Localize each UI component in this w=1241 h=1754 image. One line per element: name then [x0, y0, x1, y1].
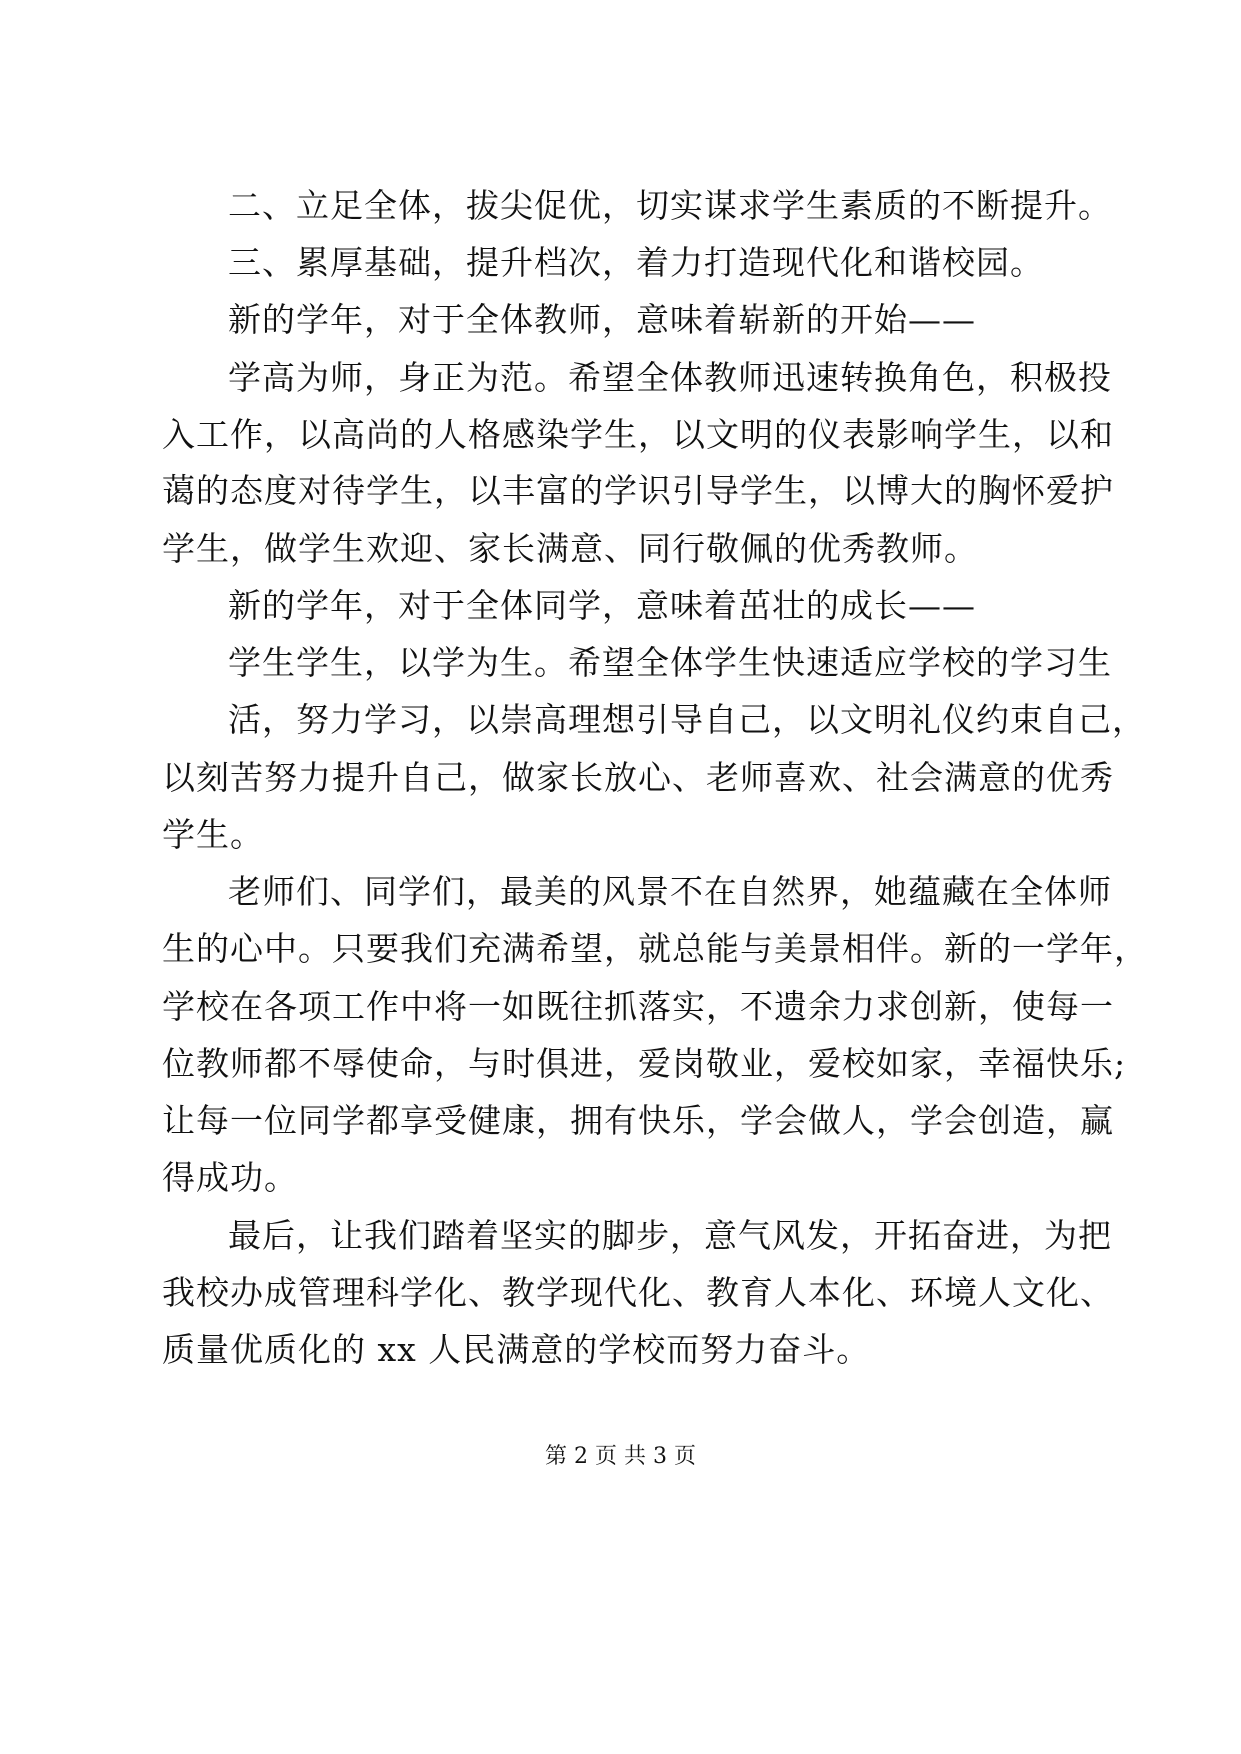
text-line: 学生，做学生欢迎、家长满意、同行敬佩的优秀教师。	[162, 529, 978, 568]
text-line: 位教师都不辱使命，与时俱进，爱岗敬业，爱校如家，幸福快乐;	[162, 1044, 1127, 1083]
text-line: 学高为师，身正为范。希望全体教师迅速转换角色，积极投	[228, 358, 1112, 397]
text-line: 学生学生，以学为生。希望全体学生快速适应学校的学习生	[228, 643, 1112, 682]
text-line: 学生。	[162, 815, 264, 854]
text-line: 入工作，以高尚的人格感染学生，以文明的仪表影响学生，以和	[162, 415, 1114, 454]
text-line: 以刻苦努力提升自己，做家长放心、老师喜欢、社会满意的优秀	[162, 758, 1114, 797]
text-line: 学校在各项工作中将一如既往抓落实，不遗余力求创新，使每一	[162, 987, 1114, 1026]
text-line: 最后，让我们踏着坚实的脚步，意气风发，开拓奋进，为把	[228, 1216, 1112, 1255]
text-line: 生的心中。只要我们充满希望，就总能与美景相伴。新的一学年，	[162, 929, 1148, 968]
text-line: 得成功。	[162, 1158, 298, 1197]
text-line: 蔼的态度对待学生，以丰富的学识引导学生，以博大的胸怀爱护	[162, 471, 1114, 510]
text-line: 我校办成管理科学化、教学现代化、教育人本化、环境人文化、	[162, 1273, 1114, 1312]
text-line: 三、累厚基础，提升档次，着力打造现代化和谐校园。	[228, 243, 1044, 282]
text-line: 新的学年，对于全体教师，意味着崭新的开始——	[228, 300, 976, 339]
page-number-footer: 第 2 页 共 3 页	[545, 1444, 696, 1469]
text-line: 二、立足全体，拔尖促优，切实谋求学生素质的不断提升。	[228, 186, 1112, 225]
text-line: 让每一位同学都享受健康，拥有快乐，学会做人，学会创造，赢	[162, 1101, 1114, 1140]
text-line: 老师们、同学们，最美的风景不在自然界，她蕴藏在全体师	[228, 872, 1112, 911]
text-line: 活，努力学习，以崇高理想引导自己，以文明礼仪约束自己，	[228, 700, 1146, 739]
text-line: 新的学年，对于全体同学，意味着茁壮的成长——	[228, 586, 976, 625]
text-line: 质量优质化的 xx 人民满意的学校而努力奋斗。	[162, 1330, 871, 1369]
